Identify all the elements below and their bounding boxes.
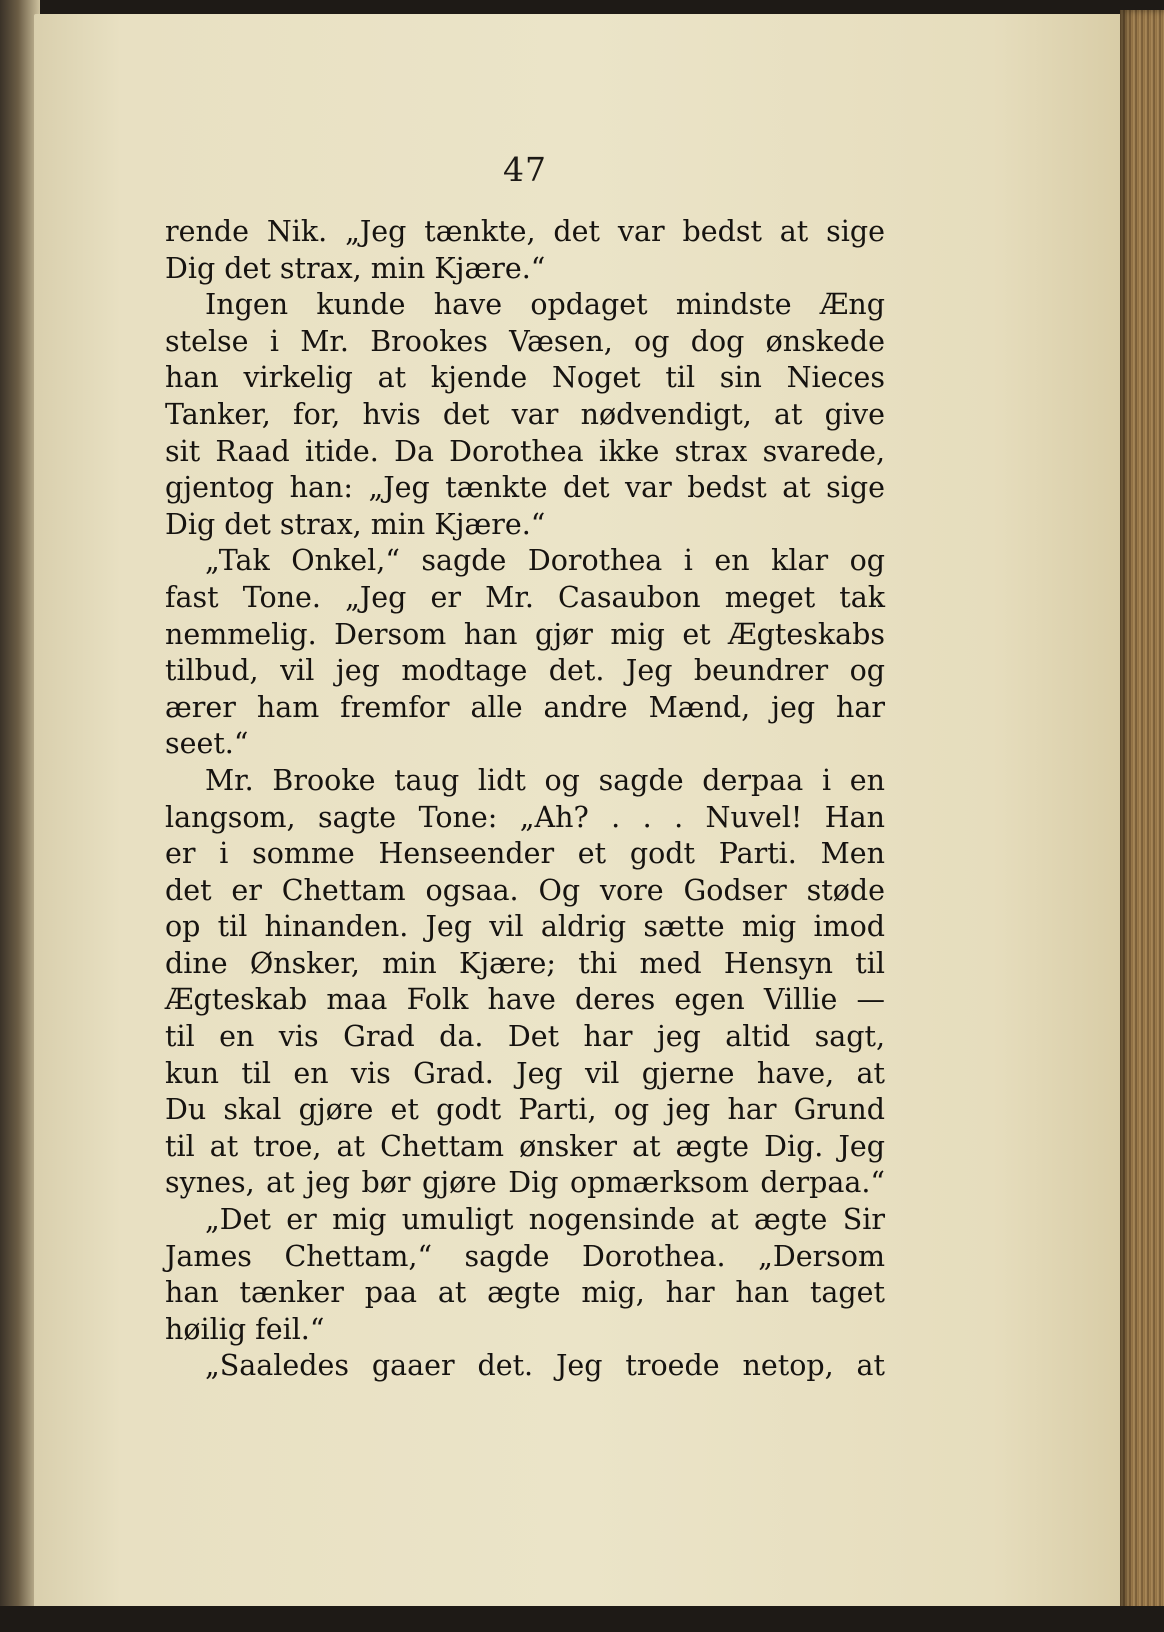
text-line: Dig det strax, min Kjære.“ <box>165 507 546 541</box>
text-line: er i somme Henseender et godt Parti. Men <box>165 837 885 871</box>
text-line: Mr. Brooke taug lidt og sagde derpaa i en <box>205 763 885 797</box>
text-line: op til hinanden. Jeg vil aldrig sætte mig imod <box>165 910 885 944</box>
text-line: synes, at jeg bør gjøre Dig opmærksom derpaa.“ <box>165 1166 885 1200</box>
text-line: Tanker, for, hvis det var nødvendigt, at give <box>165 397 885 431</box>
text-line: stelse i Mr. Brookes Væsen, og dog ønskede <box>165 324 885 358</box>
text-line: Ingen kunde have opdaget mindste Æng <box>205 288 885 322</box>
text-line: fast Tone. „Jeg er Mr. Casaubon meget tak <box>165 580 885 614</box>
text-line: „Tak Onkel,“ sagde Dorothea i en klar og <box>205 544 885 578</box>
text-line: høilig feil.“ <box>165 1312 325 1346</box>
text-line: Du skal gjøre et godt Parti, og jeg har Grund <box>165 1093 885 1127</box>
text-line: til at troe, at Chettam ønsker at ægte Dig. Jeg <box>165 1129 885 1163</box>
text-line: ærer ham fremfor alle andre Mænd, jeg har <box>165 690 885 724</box>
text-line: „Det er mig umuligt nogensinde at ægte Sir <box>205 1203 885 1237</box>
text-line: James Chettam,“ sagde Dorothea. „Dersom <box>165 1239 885 1273</box>
text-line: til en vis Grad da. Det har jeg altid sagt, <box>165 1020 885 1054</box>
text-line: rende Nik. „Jeg tænkte, det var bedst at sige <box>165 215 885 248</box>
text-line: han tænker paa at ægte mig, har han taget <box>165 1276 885 1310</box>
text-line: kun til en vis Grad. Jeg vil gjerne have, at <box>165 1056 885 1090</box>
text-line: dine Ønsker, min Kjære; thi med Hensyn til <box>165 946 885 980</box>
page-number: 47 <box>503 150 547 189</box>
scan-top-border <box>0 0 1164 14</box>
text-line: seet.“ <box>165 727 249 761</box>
body-text <box>165 214 885 1385</box>
text-line: han virkelig at kjende Noget til sin Nieces <box>165 361 885 395</box>
text-line: det er Chettam ogsaa. Og vore Godser støde <box>165 873 885 907</box>
text-line: nemmelig. Dersom han gjør mig et Ægteskabs <box>165 617 885 651</box>
text-line: Dig det strax, min Kjære.“ <box>165 251 546 285</box>
scan-bottom-border <box>0 1606 1164 1632</box>
text-line: langsom, sagte Tone: „Ah? . . . Nuvel! Han <box>165 800 885 834</box>
text-line: tilbud, vil jeg modtage det. Jeg beundrer og <box>165 654 885 688</box>
text-line: sit Raad itide. Da Dorothea ikke strax svarede, <box>165 434 885 468</box>
page-edges-stack <box>1120 10 1164 1620</box>
text-line: gjentog han: „Jeg tænkte det var bedst at sige <box>165 471 885 505</box>
text-line: „Saaledes gaaer det. Jeg troede netop, at <box>205 1349 885 1383</box>
text-line: Ægteskab maa Folk have deres egen Villie — <box>165 983 885 1017</box>
